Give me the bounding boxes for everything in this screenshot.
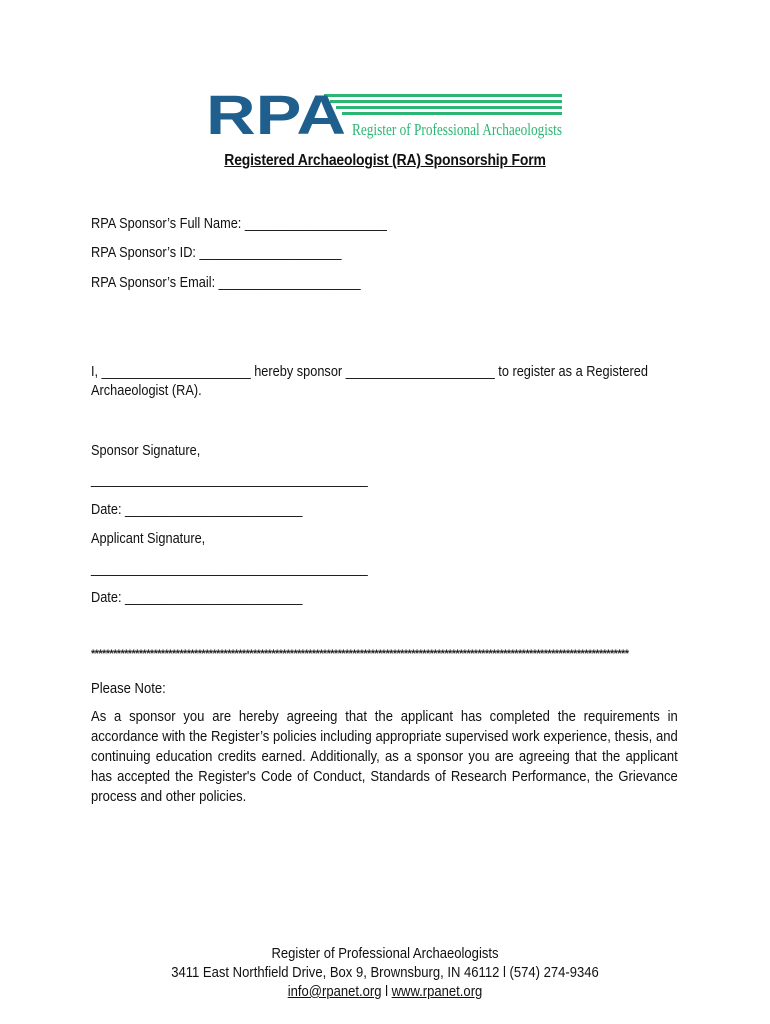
separator-line: ************************************************************************************************************************************************** xyxy=(91,648,629,660)
applicant-date-field[interactable]: Date: _________________________ xyxy=(91,590,303,606)
footer-contact xyxy=(39,983,732,1002)
note-heading: Please Note: xyxy=(91,681,166,697)
footer-org: Register of Professional Archaeologists xyxy=(271,946,499,962)
note-body: As a sponsor you are hereby agreeing that the applicant has completed the requirements in accordance with the Register’s policies including appropriate supervised work experience, thesis, and continuing education credits earned. Additionally, as a sponsor you are agreeing that the applicant has accepted the Register's Code of Conduct, Standards of Research Performance, the Grievance process and other policies. xyxy=(91,709,678,805)
logo-abbr: RPA xyxy=(206,83,346,146)
sponsor-id-field[interactable]: RPA Sponsor’s ID: ____________________ xyxy=(91,245,342,261)
sponsor-signature-field[interactable]: _______________________________________ xyxy=(91,472,368,488)
footer xyxy=(0,945,770,1002)
sponsorship-statement-line2: Archaeologist (RA). xyxy=(91,383,202,399)
sponsor-email-field[interactable]: RPA Sponsor’s Email: ____________________ xyxy=(91,275,361,291)
rpa-logo xyxy=(206,83,566,146)
applicant-signature-field[interactable]: _______________________________________ xyxy=(91,561,368,577)
applicant-signature-label: Applicant Signature, xyxy=(91,531,206,547)
sponsorship-statement-line1[interactable]: I, _____________________ hereby sponsor _____________________ to register as a Registered xyxy=(91,364,648,380)
footer-website-link[interactable]: www.rpanet.org xyxy=(391,984,483,1000)
sponsor-signature-label: Sponsor Signature, xyxy=(91,443,201,459)
footer-email-link[interactable]: info@rpanet.org xyxy=(287,984,382,1000)
form-title: Registered Archaeologist (RA) Sponsorship Form xyxy=(224,152,546,169)
sponsor-name-field[interactable]: RPA Sponsor’s Full Name: ____________________ xyxy=(91,216,387,232)
footer-address: 3411 East Northfield Drive, Box 9, Brownsburg, IN 46112 l (574) 274-9346 xyxy=(171,965,599,981)
logo-full-name: Register of Professional Archaeologists xyxy=(352,120,562,139)
sponsor-date-field[interactable]: Date: _________________________ xyxy=(91,502,303,518)
footer-divider: l xyxy=(381,984,392,1000)
